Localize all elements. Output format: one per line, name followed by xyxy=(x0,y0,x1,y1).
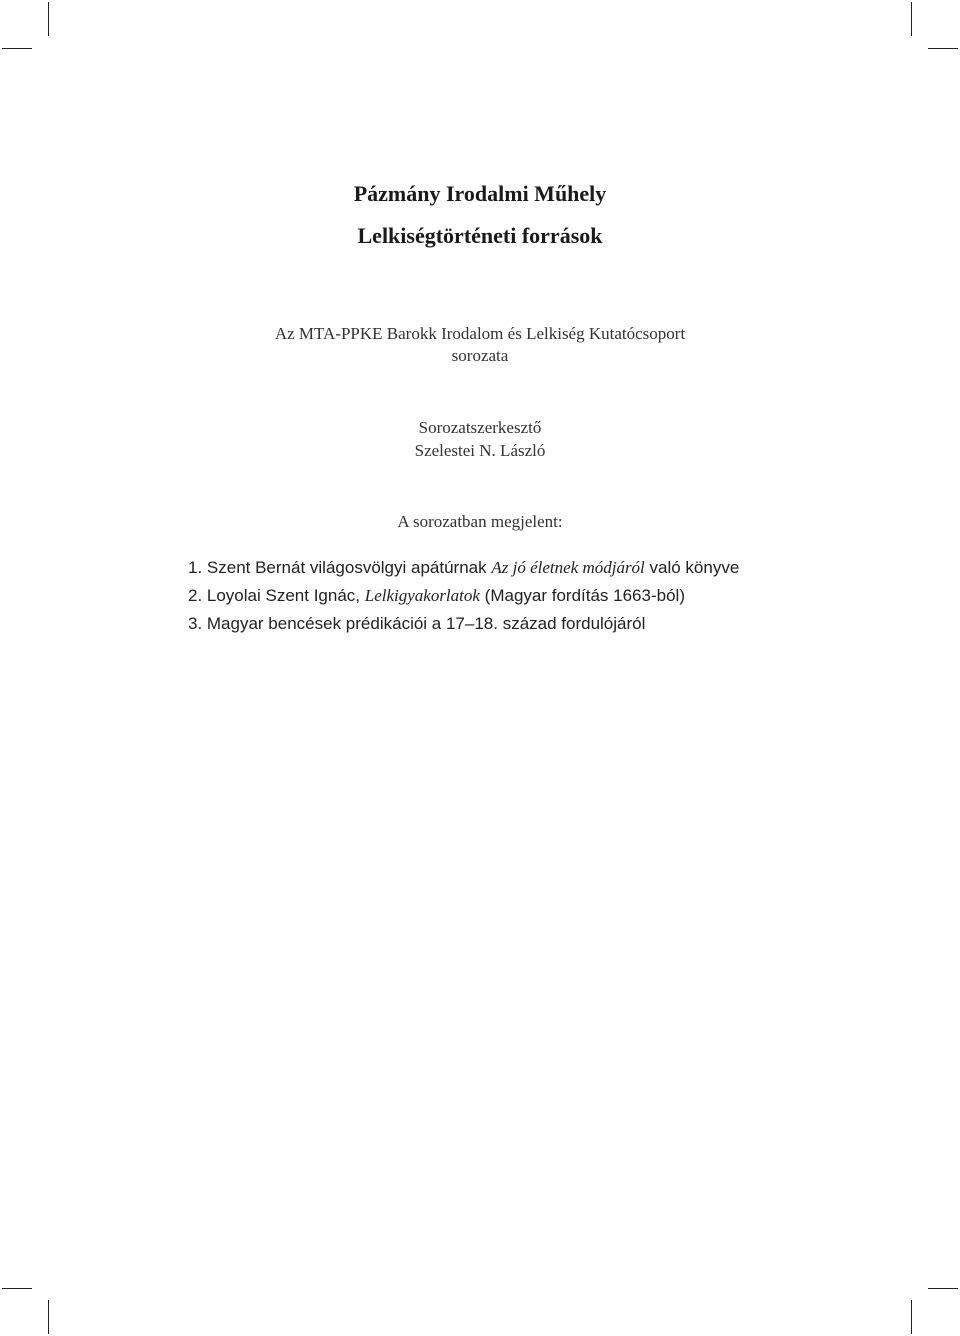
crop-mark-top-right-vertical xyxy=(911,2,912,36)
editor-name: Szelestei N. László xyxy=(414,441,546,460)
crop-mark-top-right-horizontal xyxy=(928,48,958,49)
crop-mark-top-left-horizontal xyxy=(2,48,32,49)
crop-mark-bottom-right-horizontal xyxy=(928,1288,958,1289)
series-subtitle: Lelkiségtörténeti források xyxy=(357,223,603,248)
published-heading: A sorozatban megjelent: xyxy=(397,512,563,531)
crop-mark-bottom-left-vertical xyxy=(48,1300,49,1334)
crop-mark-top-left-vertical xyxy=(48,2,49,36)
list-item: 1. Szent Bernát világosvölgyi apátúrnak Az jó életnek módjáról való könyve xyxy=(188,558,740,577)
list-item: 2. Loyolai Szent Ignác, Lelkigyakorlatok (Magyar fordítás 1663-ból) xyxy=(188,586,685,605)
crop-mark-bottom-left-horizontal xyxy=(2,1288,32,1289)
editor-label: Sorozatszerkesztő xyxy=(418,418,542,437)
publisher-line-2: sorozata xyxy=(451,346,509,365)
publisher-line-1: Az MTA-PPKE Barokk Irodalom és Lelkiség Kutatócsoport xyxy=(274,324,686,343)
crop-mark-bottom-right-vertical xyxy=(911,1300,912,1334)
list-item: 3. Magyar bencések prédikációi a 17–18. század fordulójáról xyxy=(188,614,646,633)
series-title: Pázmány Irodalmi Műhely xyxy=(353,181,607,206)
